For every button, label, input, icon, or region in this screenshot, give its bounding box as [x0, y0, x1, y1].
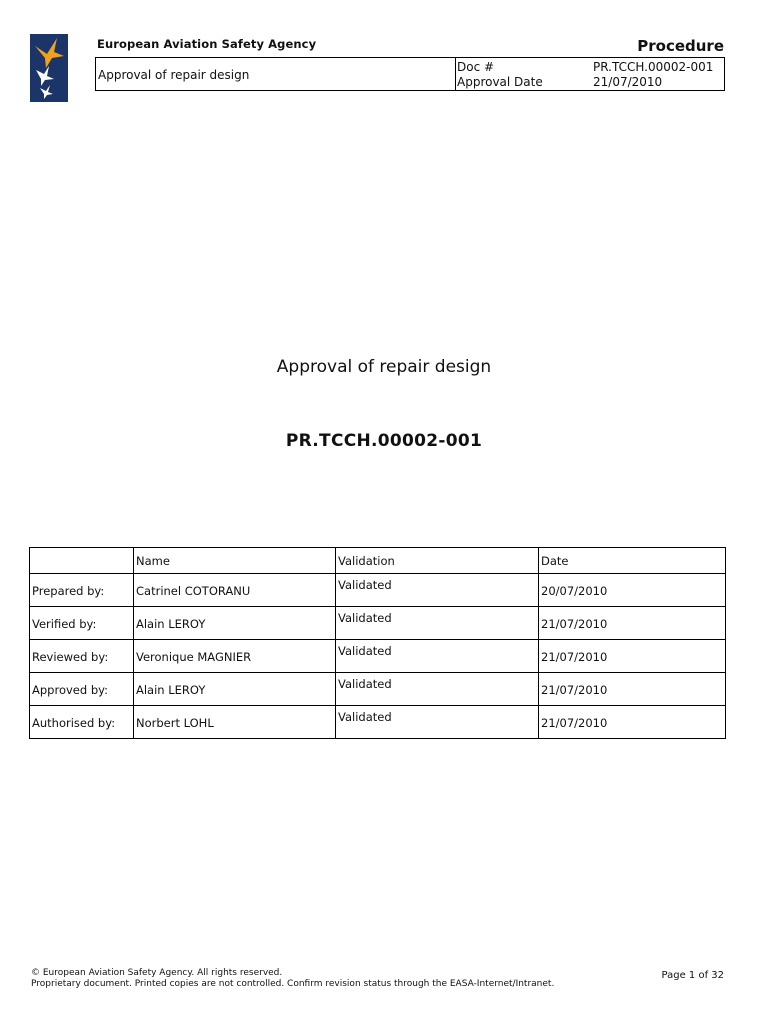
date-cell: 21/07/2010 — [539, 706, 726, 739]
name-cell: Norbert LOHL — [134, 706, 336, 739]
role-cell: Reviewed by: — [30, 640, 134, 673]
table-header-cell: Validation — [336, 548, 539, 574]
validation-cell: Validated — [336, 574, 539, 607]
header-meta — [457, 60, 713, 90]
name-cell: Catrinel COTORANU — [134, 574, 336, 607]
header-title: Approval of repair design — [98, 68, 250, 82]
table-header-row — [30, 548, 726, 574]
document-code: PR.TCCH.00002-001 — [285, 431, 483, 451]
approval-date-label: Approval Date — [457, 75, 543, 89]
name-cell: Alain LEROY — [134, 673, 336, 706]
doc-number-row — [457, 60, 713, 75]
table-row — [30, 706, 726, 739]
role-cell: Authorised by: — [30, 706, 134, 739]
approval-date-value: 21/07/2010 — [593, 75, 663, 89]
validation-cell: Validated — [336, 706, 539, 739]
table-row — [30, 574, 726, 607]
name-cell: Alain LEROY — [134, 607, 336, 640]
header-box — [95, 57, 725, 91]
date-cell: 21/07/2010 — [539, 640, 726, 673]
date-cell: 20/07/2010 — [539, 574, 726, 607]
approval-table — [29, 547, 726, 739]
easa-logo-icon — [30, 34, 68, 102]
footer-notice — [31, 968, 554, 990]
table-row — [30, 640, 726, 673]
footer-disclaimer: Proprietary document. Printed copies are not controlled. Confirm revision status through the EASA-Internet/Intranet. — [31, 979, 555, 989]
footer-copyright: © European Aviation Safety Agency. All rights reserved. — [31, 968, 283, 978]
table-row — [30, 607, 726, 640]
agency-name: European Aviation Safety Agency — [97, 37, 317, 51]
date-cell: 21/07/2010 — [539, 607, 726, 640]
page-number: Page 1 of 32 — [661, 970, 724, 981]
document-title: Approval of repair design — [276, 357, 492, 377]
header-divider — [455, 58, 456, 90]
role-cell: Prepared by: — [30, 574, 134, 607]
validation-cell: Validated — [336, 640, 539, 673]
validation-cell: Validated — [336, 673, 539, 706]
approval-date-row — [457, 75, 713, 90]
doc-number-label: Doc # — [457, 60, 495, 74]
role-cell: Approved by: — [30, 673, 134, 706]
validation-cell: Validated — [336, 607, 539, 640]
table-header-cell — [30, 548, 134, 574]
table-header-cell: Date — [539, 548, 726, 574]
table-row — [30, 673, 726, 706]
document-type: Procedure — [637, 37, 724, 55]
table-header-cell: Name — [134, 548, 336, 574]
doc-number-value: PR.TCCH.00002-001 — [593, 60, 714, 74]
date-cell: 21/07/2010 — [539, 673, 726, 706]
role-cell: Verified by: — [30, 607, 134, 640]
name-cell: Veronique MAGNIER — [134, 640, 336, 673]
